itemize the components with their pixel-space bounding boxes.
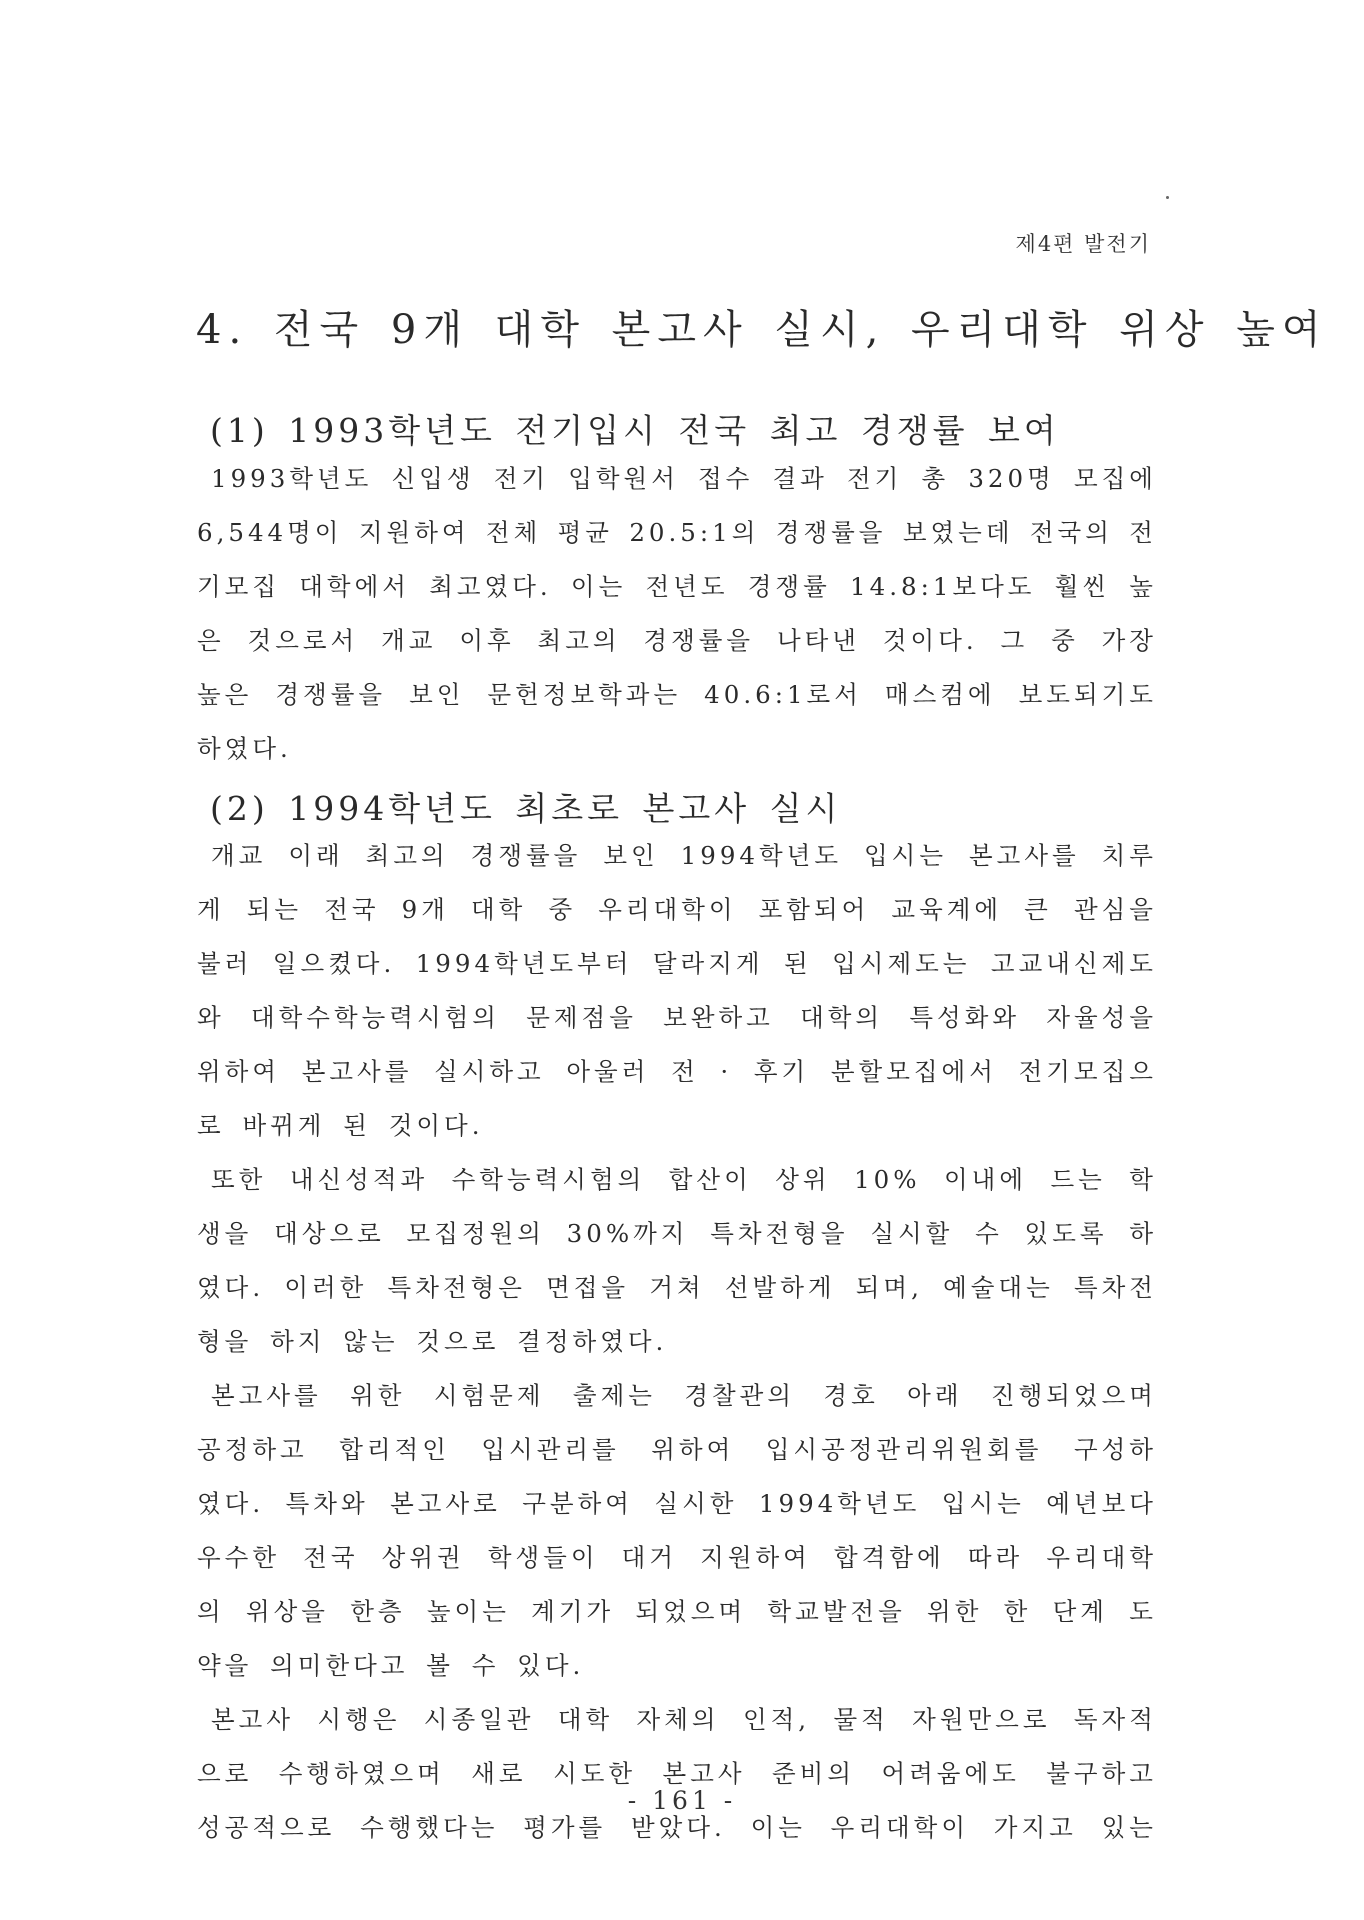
text-line: 성공적으로 수행했다는 평가를 받았다. 이는 우리대학이 가지고 있는 (197, 1813, 1157, 1842)
scan-speck (1166, 196, 1169, 199)
text-line: 1993학년도 신입생 전기 입학원서 접수 결과 전기 총 320명 모집에 (211, 464, 1157, 493)
section-2-body (197, 829, 1157, 1855)
text-line: 형을 하지 않는 것으로 결정하였다. (197, 1327, 668, 1356)
section-1-body (197, 452, 1157, 776)
text-line: 본고사 시행은 시종일관 대학 자체의 인적, 물적 자원만으로 독자적 (211, 1705, 1157, 1734)
text-line: 우수한 전국 상위권 학생들이 대거 지원하여 합격함에 따라 우리대학 (197, 1543, 1157, 1572)
text-line: 은 것으로서 개교 이후 최고의 경쟁률을 나타낸 것이다. 그 중 가장 (197, 626, 1157, 655)
text-line: 의 위상을 한층 높이는 계기가 되었으며 학교발전을 위한 한 단계 도 (197, 1597, 1157, 1626)
chapter-title: 4. 전국 9개 대학 본고사 실시, 우리대학 위상 높여 (196, 307, 1328, 353)
text-line: 생을 대상으로 모집정원의 30%까지 특차전형을 실시할 수 있도록 하 (197, 1219, 1157, 1248)
text-line: 공정하고 합리적인 입시관리를 위하여 입시공정관리위원회를 구성하 (197, 1435, 1157, 1464)
text-line: 기모집 대학에서 최고였다. 이는 전년도 경쟁률 14.8:1보다도 훨씬 높 (197, 572, 1157, 601)
text-line: 높은 경쟁률을 보인 문헌정보학과는 40.6:1로서 매스컴에 보도되기도 (197, 680, 1157, 709)
text-line: 게 되는 전국 9개 대학 중 우리대학이 포함되어 교육계에 큰 관심을 (197, 895, 1157, 924)
section-heading-1: (1) 1993학년도 전기입시 전국 최고 경쟁률 보여 (210, 411, 1060, 450)
text-line: 하였다. (197, 734, 292, 763)
text-line: 였다. 이러한 특차전형은 면접을 거쳐 선발하게 되며, 예술대는 특차전 (197, 1273, 1157, 1302)
text-line: 였다. 특차와 본고사로 구분하여 실시한 1994학년도 입시는 예년보다 (197, 1489, 1157, 1518)
running-header: 제4편 발전기 (1015, 232, 1151, 256)
section-heading-2: (2) 1994학년도 최초로 본고사 실시 (210, 789, 842, 828)
text-line: 와 대학수학능력시험의 문제점을 보완하고 대학의 특성화와 자율성을 (197, 1003, 1157, 1032)
text-line: 불러 일으켰다. 1994학년도부터 달라지게 된 입시제도는 고교내신제도 (197, 949, 1157, 978)
text-line: 개교 이래 최고의 경쟁률을 보인 1994학년도 입시는 본고사를 치루 (211, 841, 1157, 870)
text-line: 로 바뀌게 된 것이다. (197, 1111, 484, 1140)
text-line: 본고사를 위한 시험문제 출제는 경찰관의 경호 아래 진행되었으며 (211, 1381, 1157, 1410)
text-line: 또한 내신성적과 수학능력시험의 합산이 상위 10% 이내에 드는 학 (211, 1165, 1157, 1194)
text-line: 6,544명이 지원하여 전체 평균 20.5:1의 경쟁률을 보였는데 전국의 전 (197, 518, 1157, 547)
page-number: - 161 - (627, 1786, 737, 1815)
text-line: 위하여 본고사를 실시하고 아울러 전 · 후기 분할모집에서 전기모집으 (197, 1057, 1157, 1086)
text-line: 약을 의미한다고 볼 수 있다. (197, 1651, 585, 1680)
text-line: 으로 수행하였으며 새로 시도한 본고사 준비의 어려움에도 불구하고 (197, 1759, 1157, 1788)
